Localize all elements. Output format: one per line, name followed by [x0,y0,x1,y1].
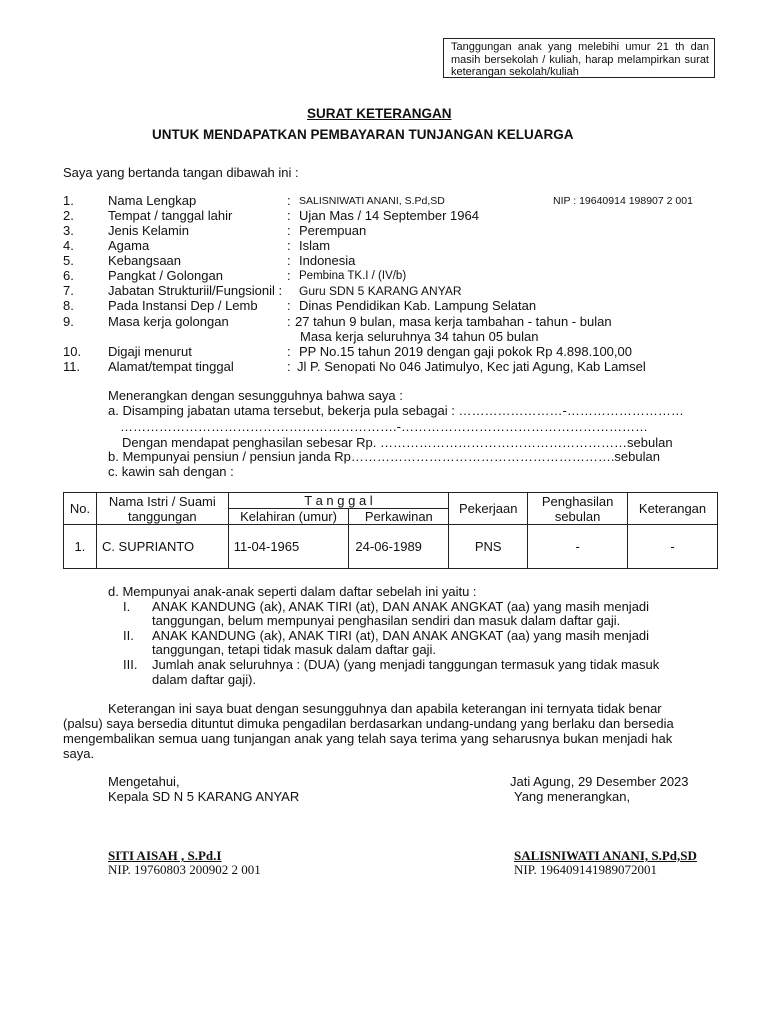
statement-income: Dengan mendapat penghasilan sebesar Rp. …………………………………………………sebulan [122,435,673,450]
header-date: T a n g g a l [228,493,449,509]
field-number: 9. [63,314,74,329]
field-colon: : [287,359,291,374]
cell-marriage: 24-06-1989 [349,525,449,569]
field-colon: : [287,238,291,253]
closing-line: (palsu) saya bersedia dituntut dimuka pengadilan berdasarkan undang-undang yang berlaku dan bersedia [63,716,674,731]
header-name: Nama Istri / Suami tanggungan [96,493,228,525]
field-number: 6. [63,268,74,283]
field-value: Islam [299,238,331,253]
nip-value: NIP : 19640914 198907 2 001 [553,195,693,207]
field-value: 27 tahun 9 bulan, masa kerja tambahan - tahun - bulan [295,314,612,329]
children-item-line: tanggungan, tetapi tidak masuk dalam daftar gaji. [152,642,437,657]
field-label: Masa kerja golongan [108,314,229,329]
field-colon: : [287,268,291,283]
field-colon: : [287,314,291,329]
statement-c: c. kawin sah dengan : [108,464,234,479]
children-item-line: tanggungan, belum mempunyai penghasilan sendiri dan masuk dalam daftar gaji. [152,613,621,628]
header-remarks: Keterangan [628,493,718,525]
roman-numeral: III. [123,657,138,672]
declarant-nip: NIP. 196409141989072001 [514,862,658,877]
cell-name: C. SUPRIANTO [96,525,228,569]
field-colon: : [287,344,291,359]
header-no: No. [64,493,97,525]
field-number: 5. [63,253,74,268]
statement-a: a. Disamping jabatan utama tersebut, bekerja pula sebagai : ……………………-……………………… [108,403,684,418]
cell-income: - [528,525,628,569]
field-value: Jl P. Senopati No 046 Jatimulyo, Kec jati Agung, Kab Lamsel [297,359,646,374]
field-value: Perempuan [299,223,367,238]
statement-b: b. Mempunyai pensiun / pensiun janda Rp…………………………………………………….sebulan [108,449,660,464]
document-subtitle: UNTUK MENDAPATKAN PEMBAYARAN TUNJANGAN KELUARGA [152,127,574,142]
masa-kerja-total: Masa kerja seluruhnya 34 tahun 05 bulan [300,329,539,344]
field-label: Alamat/tempat tinggal [108,359,234,374]
table-row [64,525,718,569]
cell-remarks: - [628,525,718,569]
field-number: 11. [63,359,81,374]
field-label: Jenis Kelamin [108,223,189,238]
field-label: Pada Instansi Dep / Lemb [108,298,258,313]
field-label: Jabatan Strukturiil/Fungsionil : [108,283,283,298]
closing-line: saya. [63,746,95,761]
roman-numeral: I. [123,599,131,614]
field-value: PP No.15 tahun 2019 dengan gaji pokok Rp 4.898.100,00 [299,344,632,359]
statement-intro: Menerangkan dengan sesungguhnya bahwa saya : [108,388,403,403]
field-value: Guru SDN 5 KARANG ANYAR [299,284,462,298]
header-birth: Kelahiran (umur) [228,509,349,525]
field-label: Agama [108,238,150,253]
header-marriage: Perkawinan [349,509,449,525]
declarant-label: Yang menerangkan, [514,789,631,804]
children-item-line: Jumlah anak seluruhnya : (DUA) (yang menjadi tanggungan termasuk yang tidak masuk [152,657,660,672]
field-number: 2. [63,208,74,223]
children-item-line: dalam daftar gaji). [152,672,257,687]
spouse-table [63,492,718,569]
field-value: Dinas Pendidikan Kab. Lampung Selatan [299,298,537,313]
field-value-name: SALISNIWATI ANANI, S.Pd,SD [299,195,445,207]
statement-a-dots: ……………………………………………………….-………………………………………………… [120,419,648,434]
field-colon: : [287,193,291,208]
header-occupation: Pekerjaan [449,493,528,525]
field-number: 3. [63,223,74,238]
closing-line: Keterangan ini saya buat dengan sesungguhnya dan apabila keterangan ini ternyata tidak benar [108,701,662,716]
field-colon: : [287,253,291,268]
roman-numeral: II. [123,628,134,643]
field-value: Pembina TK.I / (IV/b) [299,270,407,282]
header-income: Penghasilan sebulan [528,493,628,525]
field-colon: : [287,223,291,238]
field-label: Nama Lengkap [108,193,197,208]
field-number: 8. [63,298,74,313]
field-value: Indonesia [299,253,356,268]
field-label: Tempat / tanggal lahir [108,208,233,223]
field-number: 10. [63,344,82,359]
children-item-line: ANAK KANDUNG (ak), ANAK TIRI (at), DAN ANAK ANGKAT (aa) yang masih menjadi [152,628,650,643]
field-label: Pangkat / Golongan [108,268,223,283]
document-title: SURAT KETERANGAN [307,106,452,121]
field-colon: : [287,298,291,313]
declarant-name: SALISNIWATI ANANI, S.Pd,SD [514,848,697,863]
field-label: Digaji menurut [108,344,192,359]
principal-name: SITI AISAH , S.Pd.I [108,848,222,863]
field-number: 4. [63,238,74,253]
cell-birth: 11-04-1965 [228,525,349,569]
principal-nip: NIP. 19760803 200902 2 001 [108,862,261,877]
place-date: Jati Agung, 29 Desember 2023 [510,774,689,789]
field-colon: : [287,208,291,223]
acknowledged-label: Mengetahui, [108,774,180,789]
cell-no: 1. [64,525,97,569]
field-number: 1. [63,193,74,208]
principal-title: Kepala SD N 5 KARANG ANYAR [108,789,300,804]
field-label: Kebangsaan [108,253,182,268]
cell-occupation: PNS [449,525,528,569]
closing-line: mengembalikan semua uang tunjangan anak yang telah saya terima yang seharusnya bukan menjadi hak [63,731,673,746]
field-number: 7. [63,283,74,298]
children-item-line: ANAK KANDUNG (ak), ANAK TIRI (at), DAN ANAK ANGKAT (aa) yang masih menjadi [152,599,650,614]
attachment-note: Tanggungan anak yang melebihi umur 21 th dan masih bersekolah / kuliah, harap melampirkan surat keterangan sekolah/kuliah [443,38,715,78]
intro-text: Saya yang bertanda tangan dibawah ini : [63,165,299,180]
field-value: Ujan Mas / 14 September 1964 [299,208,479,223]
children-intro: d. Mempunyai anak-anak seperti dalam daftar sebelah ini yaitu : [108,584,477,599]
